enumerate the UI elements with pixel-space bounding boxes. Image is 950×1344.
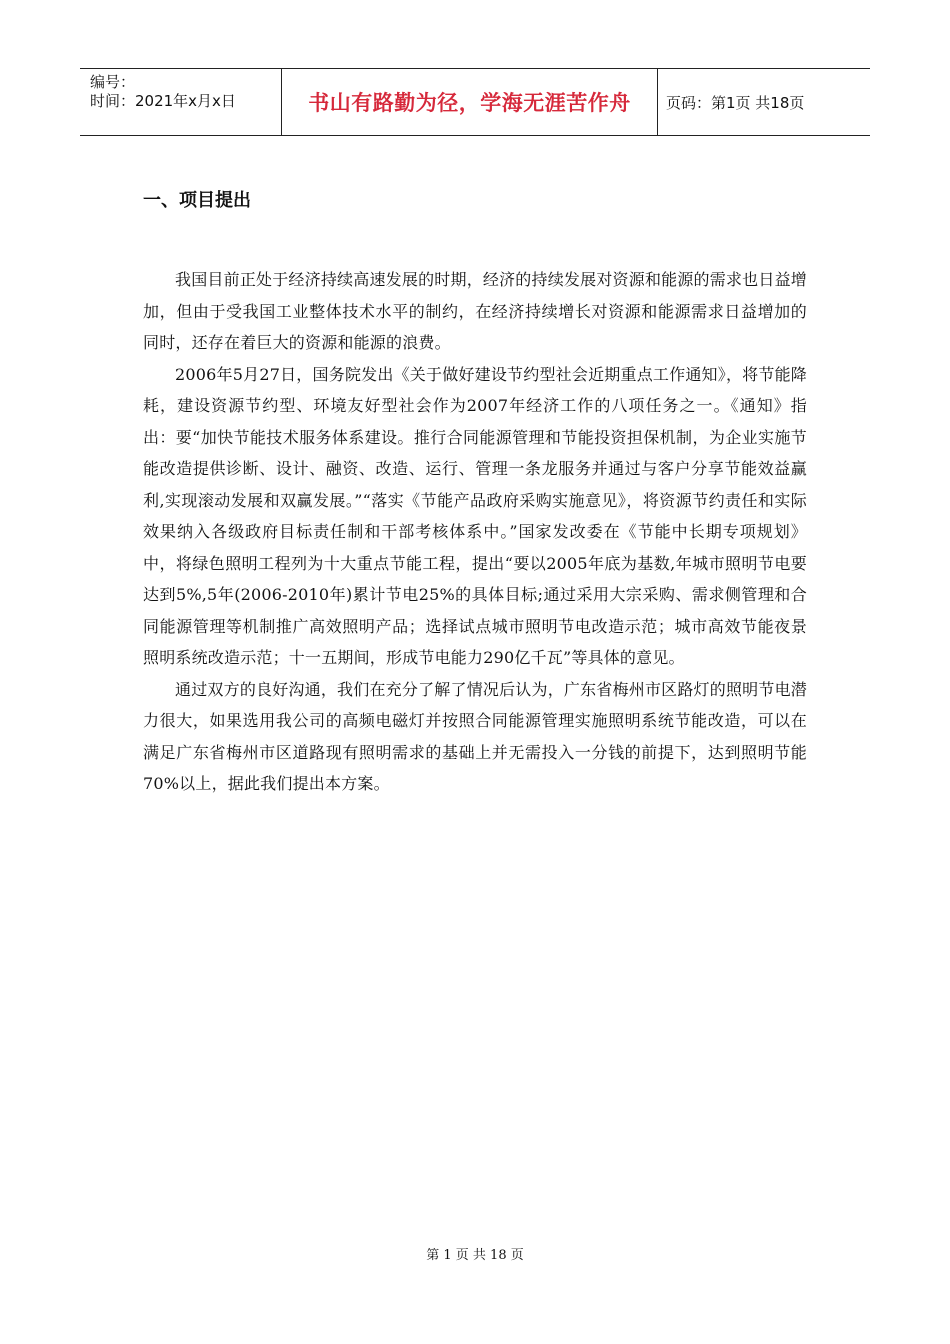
section-heading: 一、项目提出 — [143, 190, 251, 211]
header-motto: 书山有路勤为径，学海无涯苦作舟 — [282, 69, 658, 135]
header-meta-cell — [80, 69, 282, 135]
header-page-info: 页码：第1页 共18页 — [666, 93, 805, 112]
page-footer: 第 1 页 共 18 页 — [426, 1248, 524, 1263]
document-body — [143, 264, 807, 800]
paragraph-1: 我国目前正处于经济持续高速发展的时期，经济的持续发展对资源和能源的需求也日益增加，但由于受我国工业整体技术水平的制约，在经济持续增长对资源和能源需求日益增加的同时，还存在着巨大的资源和能源的浪费。 — [143, 270, 807, 352]
paragraph-3: 通过双方的良好沟通，我们在充分了解了情况后认为，广东省梅州市区路灯的照明节电潜力很大，如果选用我公司的高频电磁灯并按照合同能源管理实施照明系统节能改造，可以在满足广东省梅州市区道路现有照明需求的基础上并无需投入一分钱的前提下，达到照明节能70%以上，据此我们提出本方案。 — [143, 679, 807, 793]
document-header — [80, 68, 870, 136]
document-number-label: 编号： — [90, 73, 136, 91]
document-date: 时间：2021年x月x日 — [90, 92, 236, 110]
paragraph-2: 2006年5月27日，国务院发出《关于做好建设节约型社会近期重点工作通知》，将节能降耗，建设资源节约型、环境友好型社会作为2007年经济工作的八项任务之一。《通知》指出：要“加快节能技术服务体系建设。推行合同能源管理和节能投资担保机制，为企业实施节能改造提供诊断、设计、融资、改造、运行、管理一条龙服务并通过与客户分享节能效益赢利,实现滚动发展和双赢发展。”“落实《节能产品政府采购实施意见》，将资源节约责任和实际效果纳入各级政府目标责任制和干部考核体系中。”国家发改委在《节能中长期专项规划》中，将绿色照明工程列为十大重点节能工程，提出“要以2005年底为基数,年城市照明节电要达到5%,5年(2006-2010年)累计节电25%的具体目标;通过采用大宗采购、需求侧管理和合同能源管理等机制推广高效照明产品；选择试点城市照明节电改造示范；城市高效节能夜景照明系统改造示范；十一五期间，形成节电能力290亿千瓦”等具体的意见。 — [143, 364, 807, 667]
